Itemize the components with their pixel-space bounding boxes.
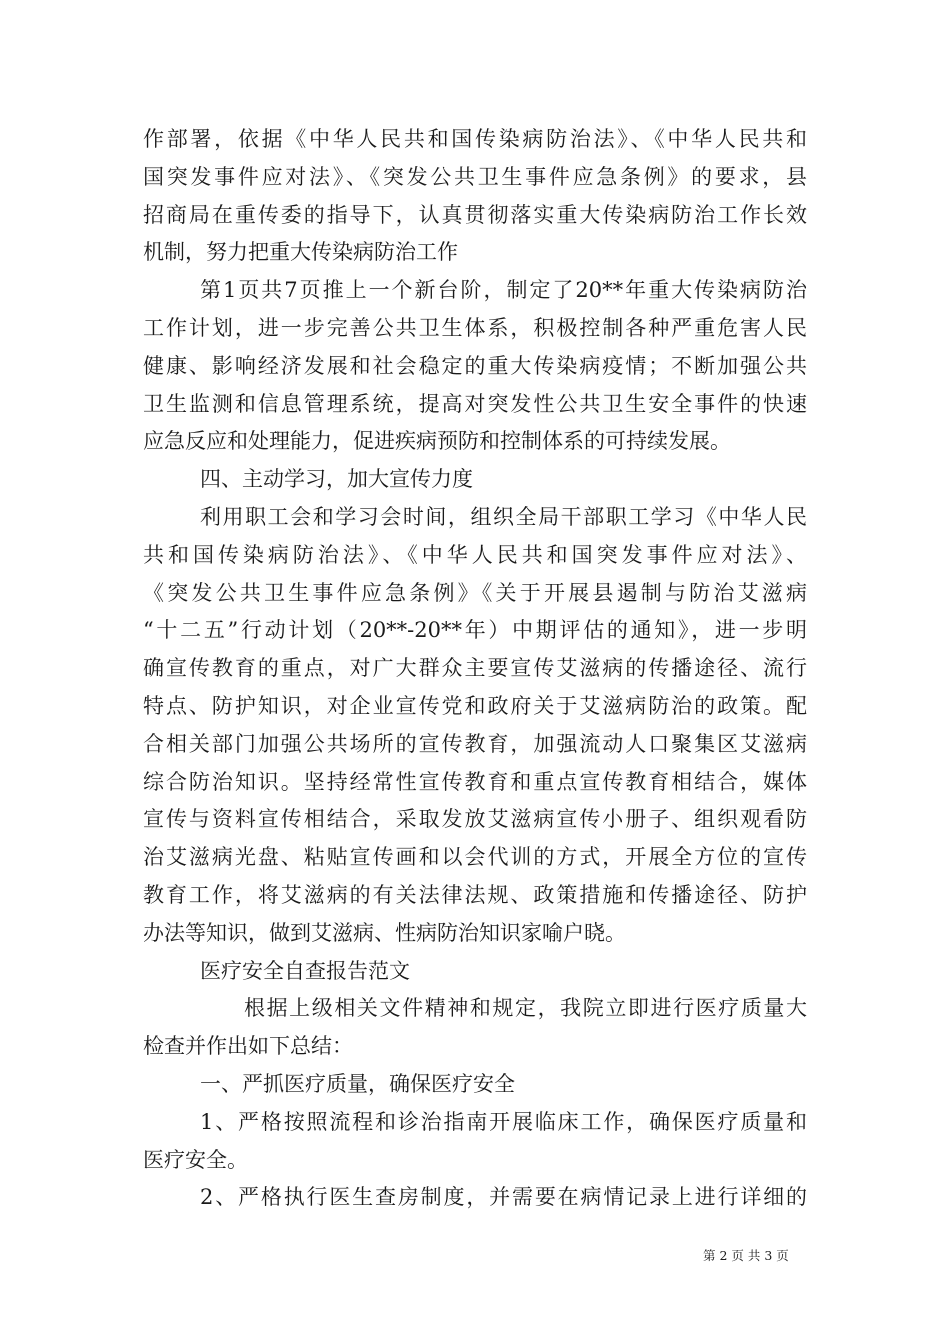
body-line: 作部署，依据《中华人民共和国传染病防治法》、《中华人民共和: [143, 127, 807, 151]
body-line: 特点、防护知识，对企业宣传党和政府关于艾滋病防治的政策。配: [143, 694, 807, 718]
section-heading: 四、主动学习，加大宣传力度: [200, 467, 473, 491]
body-line: 共和国传染病防治法》、《中华人民共和国突发事件应对法》、: [143, 543, 807, 567]
body-line: 第1页共7页推上一个新台阶，制定了20**年重大传染病防治: [200, 278, 807, 302]
section-heading: 一、严抓医疗质量，确保医疗安全: [200, 1072, 515, 1096]
body-line: 办法等知识，做到艾滋病、性病防治知识家喻户晓。: [143, 921, 626, 945]
body-line: 国突发事件应对法》、《突发公共卫生事件应急条例》的要求，县: [143, 165, 807, 189]
body-line: 根据上级相关文件精神和规定，我院立即进行医疗质量大: [244, 996, 807, 1020]
body-line: 综合防治知识。坚持经常性宣传教育和重点宣传教育相结合，媒体: [143, 770, 807, 794]
article-title: 医疗安全自查报告范文: [200, 959, 410, 983]
body-line: 利用职工会和学习会时间，组织全局干部职工学习《中华人民: [200, 505, 807, 529]
body-line: 确宣传教育的重点，对广大群众主要宣传艾滋病的传播途径、流行: [143, 656, 807, 680]
body-line: 治艾滋病光盘、粘贴宣传画和以会代训的方式，开展全方位的宣传: [143, 845, 807, 869]
body-line: 应急反应和处理能力，促进疾病预防和控制体系的可持续发展。: [143, 429, 731, 453]
body-line: 招商局在重传委的指导下，认真贯彻落实重大传染病防治工作长效: [143, 203, 807, 227]
body-line: 检查并作出如下总结：: [143, 1034, 353, 1058]
body-line: 合相关部门加强公共场所的宣传教育，加强流动人口聚集区艾滋病: [143, 732, 807, 756]
body-line: 教育工作，将艾滋病的有关法律法规、政策措施和传播途径、防护: [143, 883, 807, 907]
page-number: 第 2 页 共 3 页: [703, 1248, 789, 1263]
body-line: 1、严格按照流程和诊治指南开展临床工作，确保医疗质量和: [200, 1110, 807, 1134]
body-line: 《突发公共卫生事件应急条例》《关于开展县遏制与防治艾滋病: [143, 581, 807, 605]
body-line: 健康、影响经济发展和社会稳定的重大传染病疫情；不断加强公共: [143, 354, 807, 378]
body-line: 医疗安全。: [143, 1148, 248, 1172]
body-line: “十二五”行动计划（20**-20**年）中期评估的通知》，进一步明: [143, 618, 807, 642]
body-line: 工作计划，进一步完善公共卫生体系，积极控制各种严重危害人民: [143, 316, 807, 340]
body-line: 卫生监测和信息管理系统，提高对突发性公共卫生安全事件的快速: [143, 392, 807, 416]
body-line: 宣传与资料宣传相结合，采取发放艾滋病宣传小册子、组织观看防: [143, 807, 807, 831]
body-line: 机制，努力把重大传染病防治工作: [143, 240, 458, 264]
body-line: 2、严格执行医生查房制度，并需要在病情记录上进行详细的: [200, 1185, 807, 1209]
